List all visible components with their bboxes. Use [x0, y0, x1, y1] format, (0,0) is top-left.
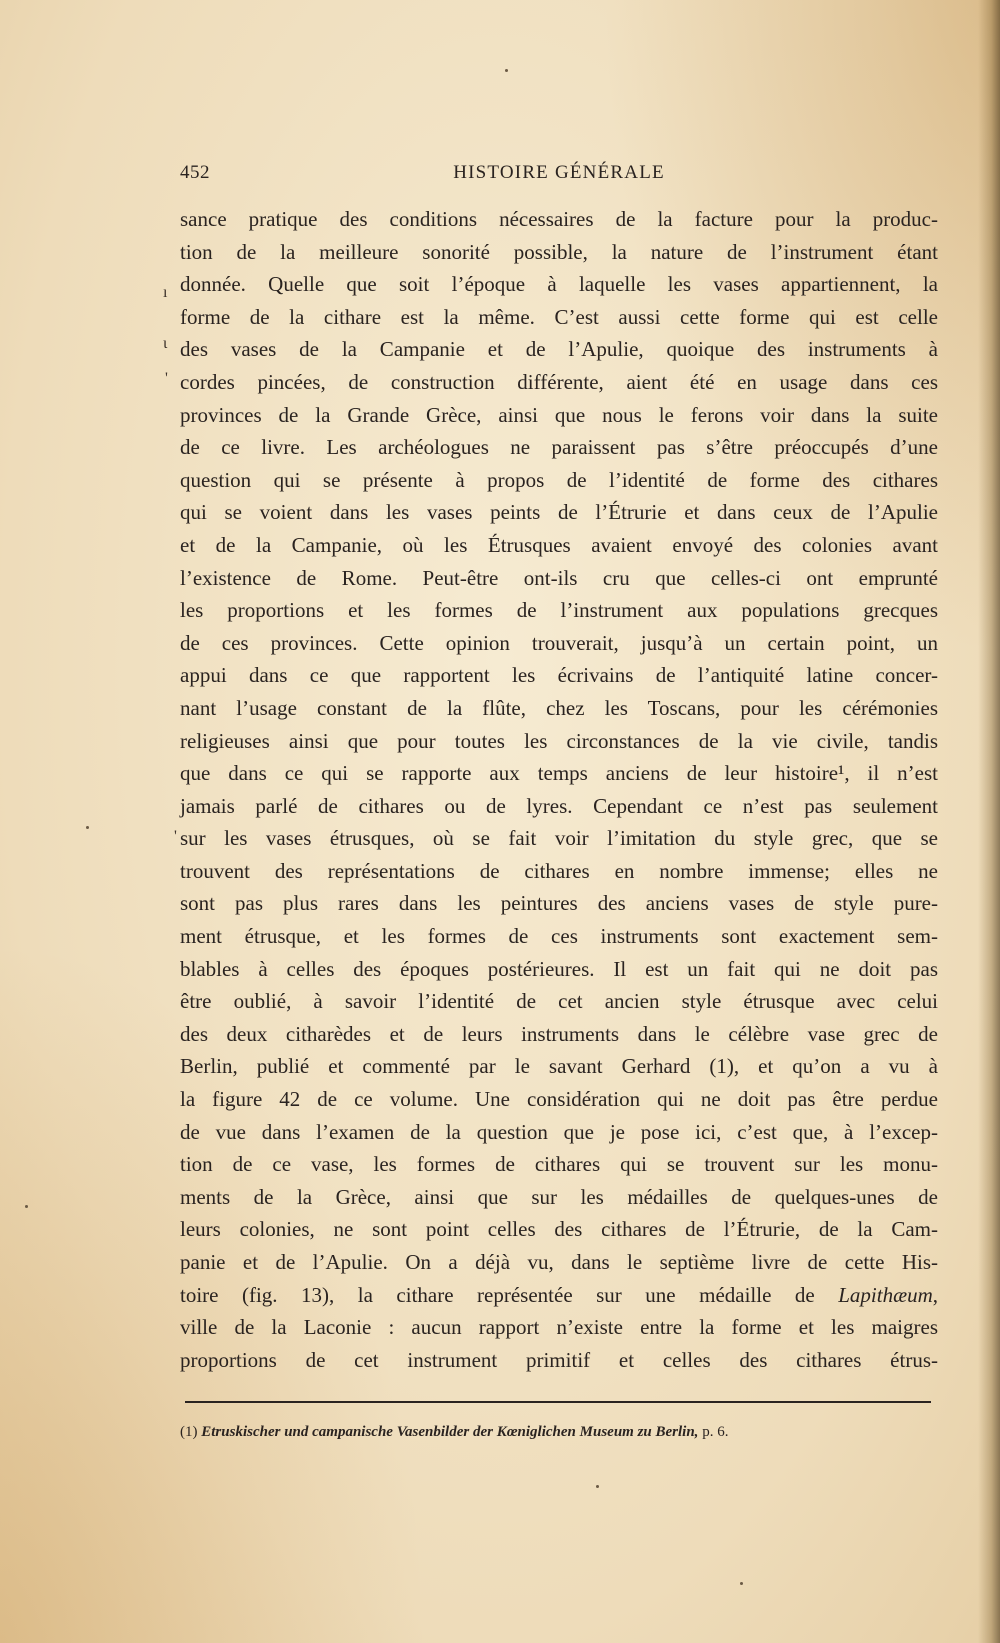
running-title: HISTOIRE GÉNÉRALE [453, 162, 665, 183]
footnote-citation: Etruskischer und campanische Vasenbilder der Kœniglichen Museum zu Berlin, [201, 1424, 699, 1440]
text-line: ville de la Laconie : aucun rapport n’existe entre la forme et les maigres [180, 1315, 938, 1340]
italic-place-name: Lapithæum [838, 1282, 933, 1307]
text-line: qui se voient dans les vases peints de l’Étrurie et dans ceux de l’Apulie [180, 500, 938, 525]
paper-speck [505, 69, 508, 72]
text-line: la figure 42 de ce volume. Une considération qui ne doit pas être perdue [180, 1087, 938, 1112]
footnote [180, 1424, 938, 1441]
margin-mark: ı [163, 284, 168, 301]
text-segment: , [932, 1282, 938, 1307]
text-segment: toire (fig. 13), la cithare représentée sur une médaille de [180, 1282, 839, 1307]
margin-mark: ' [165, 370, 168, 387]
text-line: provinces de la Grande Grèce, ainsi que nous le ferons voir dans la suite [180, 402, 938, 427]
text-line: trouvent des représentations de cithares en nombre immense; elles ne [180, 858, 938, 883]
text-line: les proportions et les formes de l’instrument aux populations grecques [180, 598, 938, 623]
text-line: que dans ce qui se rapporte aux temps anciens de leur histoire¹, il n’est [180, 761, 938, 786]
text-line: sur les vases étrusques, où se fait voir l’imitation du style grec, que se [180, 826, 938, 851]
text-line: cordes pincées, de construction différente, aient été en usage dans ces [180, 369, 938, 394]
text-line: tion de ce vase, les formes de cithares qui se trouvent sur les monu- [180, 1152, 938, 1177]
text-line: nant l’usage constant de la flûte, chez les Toscans, pour les cérémonies [180, 695, 938, 720]
paper-speck [25, 1205, 28, 1208]
text-line: de vue dans l’examen de la question que je pose ici, c’est que, à l’excep- [180, 1119, 938, 1144]
body-text [180, 203, 938, 1376]
text-line: blables à celles des époques postérieures. Il est un fait qui ne doit pas [180, 956, 938, 981]
text-line: appui dans ce que rapportent les écrivains de l’antiquité latine concer- [180, 663, 938, 688]
page-header [180, 162, 938, 190]
text-line: ment étrusque, et les formes de ces instruments sont exactement sem- [180, 924, 938, 949]
page-number: 452 [180, 162, 210, 183]
page-edge-shadow [978, 0, 1000, 1643]
text-line: religieuses ainsi que pour toutes les circonstances de la vie civile, tandis [180, 728, 938, 753]
text-line: question qui se présente à propos de l’identité de forme des cithares [180, 467, 938, 492]
text-line: sont pas plus rares dans les peintures des anciens vases de style pure- [180, 891, 938, 916]
text-line: des deux citharèdes et de leurs instruments dans le célèbre vase grec de [180, 1021, 938, 1046]
paper-speck [740, 1582, 743, 1585]
margin-mark: ɩ [163, 335, 168, 352]
text-line: leurs colonies, ne sont point celles des cithares de l’Étrurie, de la Cam- [180, 1217, 938, 1242]
text-line: et de la Campanie, où les Étrusques avaient envoyé des colonies avant [180, 532, 938, 557]
text-line: des vases de la Campanie et de l’Apulie, quoique des instruments à [180, 337, 938, 362]
text-line: jamais parlé de cithares ou de lyres. Cependant ce n’est pas seulement [180, 793, 938, 818]
paper-speck [596, 1485, 599, 1488]
text-line: donnée. Quelle que soit l’époque à laquelle les vases appartiennent, la [180, 272, 938, 297]
margin-mark: ' [174, 828, 177, 845]
text-line-with-italic [180, 1279, 938, 1312]
text-line: de ces provinces. Cette opinion trouverait, jusqu’à un certain point, un [180, 630, 938, 655]
text-line: ments de la Grèce, ainsi que sur les médailles de quelques-unes de [180, 1184, 938, 1209]
text-line: l’existence de Rome. Peut-être ont-ils cru que celles-ci ont emprunté [180, 565, 938, 590]
text-line: Berlin, publié et commenté par le savant Gerhard (1), et qu’on a vu à [180, 1054, 938, 1079]
footnote-rule [185, 1401, 931, 1403]
footnote-page: p. 6. [702, 1424, 729, 1440]
footnote-marker: (1) [180, 1424, 198, 1440]
text-line: sance pratique des conditions nécessaires de la facture pour la produc- [180, 207, 938, 231]
text-line: panie et de l’Apulie. On a déjà vu, dans le septième livre de cette His- [180, 1250, 938, 1274]
paper-speck [86, 826, 89, 829]
text-line: de ce livre. Les archéologues ne paraissent pas s’être préoccupés d’une [180, 435, 938, 460]
text-line: tion de la meilleure sonorité possible, la nature de l’instrument étant [180, 239, 938, 264]
text-line: proportions de cet instrument primitif et celles des cithares étrus- [180, 1347, 938, 1372]
text-line: être oublié, à savoir l’identité de cet ancien style étrusque avec celui [180, 989, 938, 1014]
text-line: forme de la cithare est la même. C’est aussi cette forme qui est celle [180, 304, 938, 329]
